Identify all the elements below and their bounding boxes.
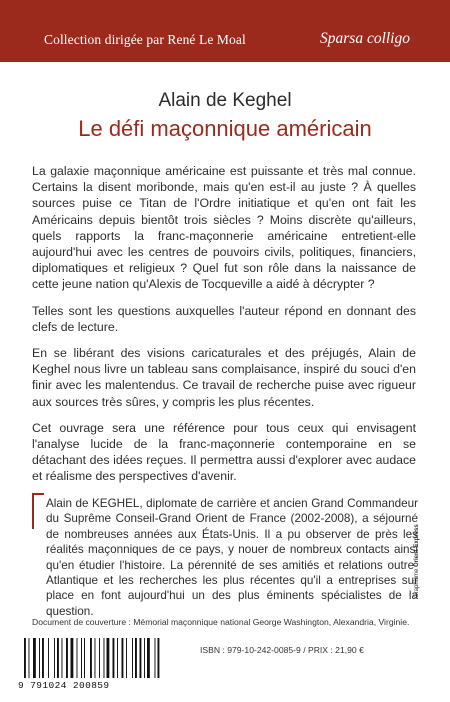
blurb-paragraph: En se libérant des visions caricaturales et des préjugés, Alain de Keghel nous livre un tableau sans complaisance, inspiré du souci d'en finir avec les malentendus. Ce travail de recherche puise avec rigueur aux sources très sûres, y compris les plus récentes. bbox=[32, 346, 416, 409]
author-bio-box bbox=[32, 493, 422, 618]
bio-corner-mark bbox=[32, 493, 44, 529]
cover-credit: Document de couverture : Mémorial maçonnique national George Washington, Alexandria, Virginie. bbox=[32, 617, 410, 627]
graphisme-label: Graphisme bbox=[414, 568, 420, 598]
blurb-paragraph: Telles sont les questions auxquelles l'auteur répond en donnant des clefs de lecture. bbox=[32, 303, 416, 334]
author-name: Alain de Keghel bbox=[158, 90, 292, 111]
back-cover-blurb bbox=[32, 163, 416, 495]
collection-label: Collection dirigée par René Le Moal bbox=[44, 32, 246, 47]
book-title: Le défi maçonnique américain bbox=[78, 116, 372, 141]
author-bio: Alain de KEGHEL, diplomate de carrière et ancien Grand Commandeur du Suprême Conseil-Grand Orient de France (2002-2008), a séjourné de nombreuses années aux États-Unis. Il a pu observer de près les réalités maçonniques de ce pays, y nouer de nombreux contacts ainsi qu'en étudier l'histoire. La pérennité de ses amitiés et relations outre-Atlantique et les recherches les plus récentes qu'il a entreprises sur place en font aujourd'hui un des plus éminents spécialistes de la question. bbox=[46, 497, 418, 618]
graphisme-name: Orient Express bbox=[414, 524, 420, 567]
series-logo-text: Sparsa colligo bbox=[320, 30, 410, 47]
blurb-paragraph: Cet ouvrage sera une référence pour tous ceux qui envisagent l'analyse lucide de la franc-maçonnerie contemporaine en se détachant des idées reçues. Il permettra aussi d'explorer avec audace et réalisme des perspectives d'avenir. bbox=[32, 420, 416, 484]
isbn-price: ISBN : 979-10-242-0085-9 / PRIX : 21,90 € bbox=[200, 645, 364, 655]
barcode-digits: 9 791024 200859 bbox=[18, 680, 110, 691]
graphisme-credit bbox=[414, 524, 420, 598]
barcode-icon bbox=[24, 638, 162, 678]
collection-header-band bbox=[0, 0, 450, 62]
blurb-paragraph: La galaxie maçonnique américaine est puissante et très mal connue. Certains la disent moribonde, mais qu'en est-il au juste ? À quelles sources puise ce Titan de l'Ordre initiatique et qu'en ont fait les Américains depuis bientôt trois siècles ? Moins discrète qu'ailleurs, quels rapports la franc-maçonnerie américaine entretient-elle aujourd'hui avec les centres de pouvoirs civils, politiques, financiers, diplomatiques et religieux ? Quel fut son rôle dans la naissance de cette jeune nation qu'Alexis de Tocqueville a aidé à décrypter ? bbox=[32, 164, 416, 292]
